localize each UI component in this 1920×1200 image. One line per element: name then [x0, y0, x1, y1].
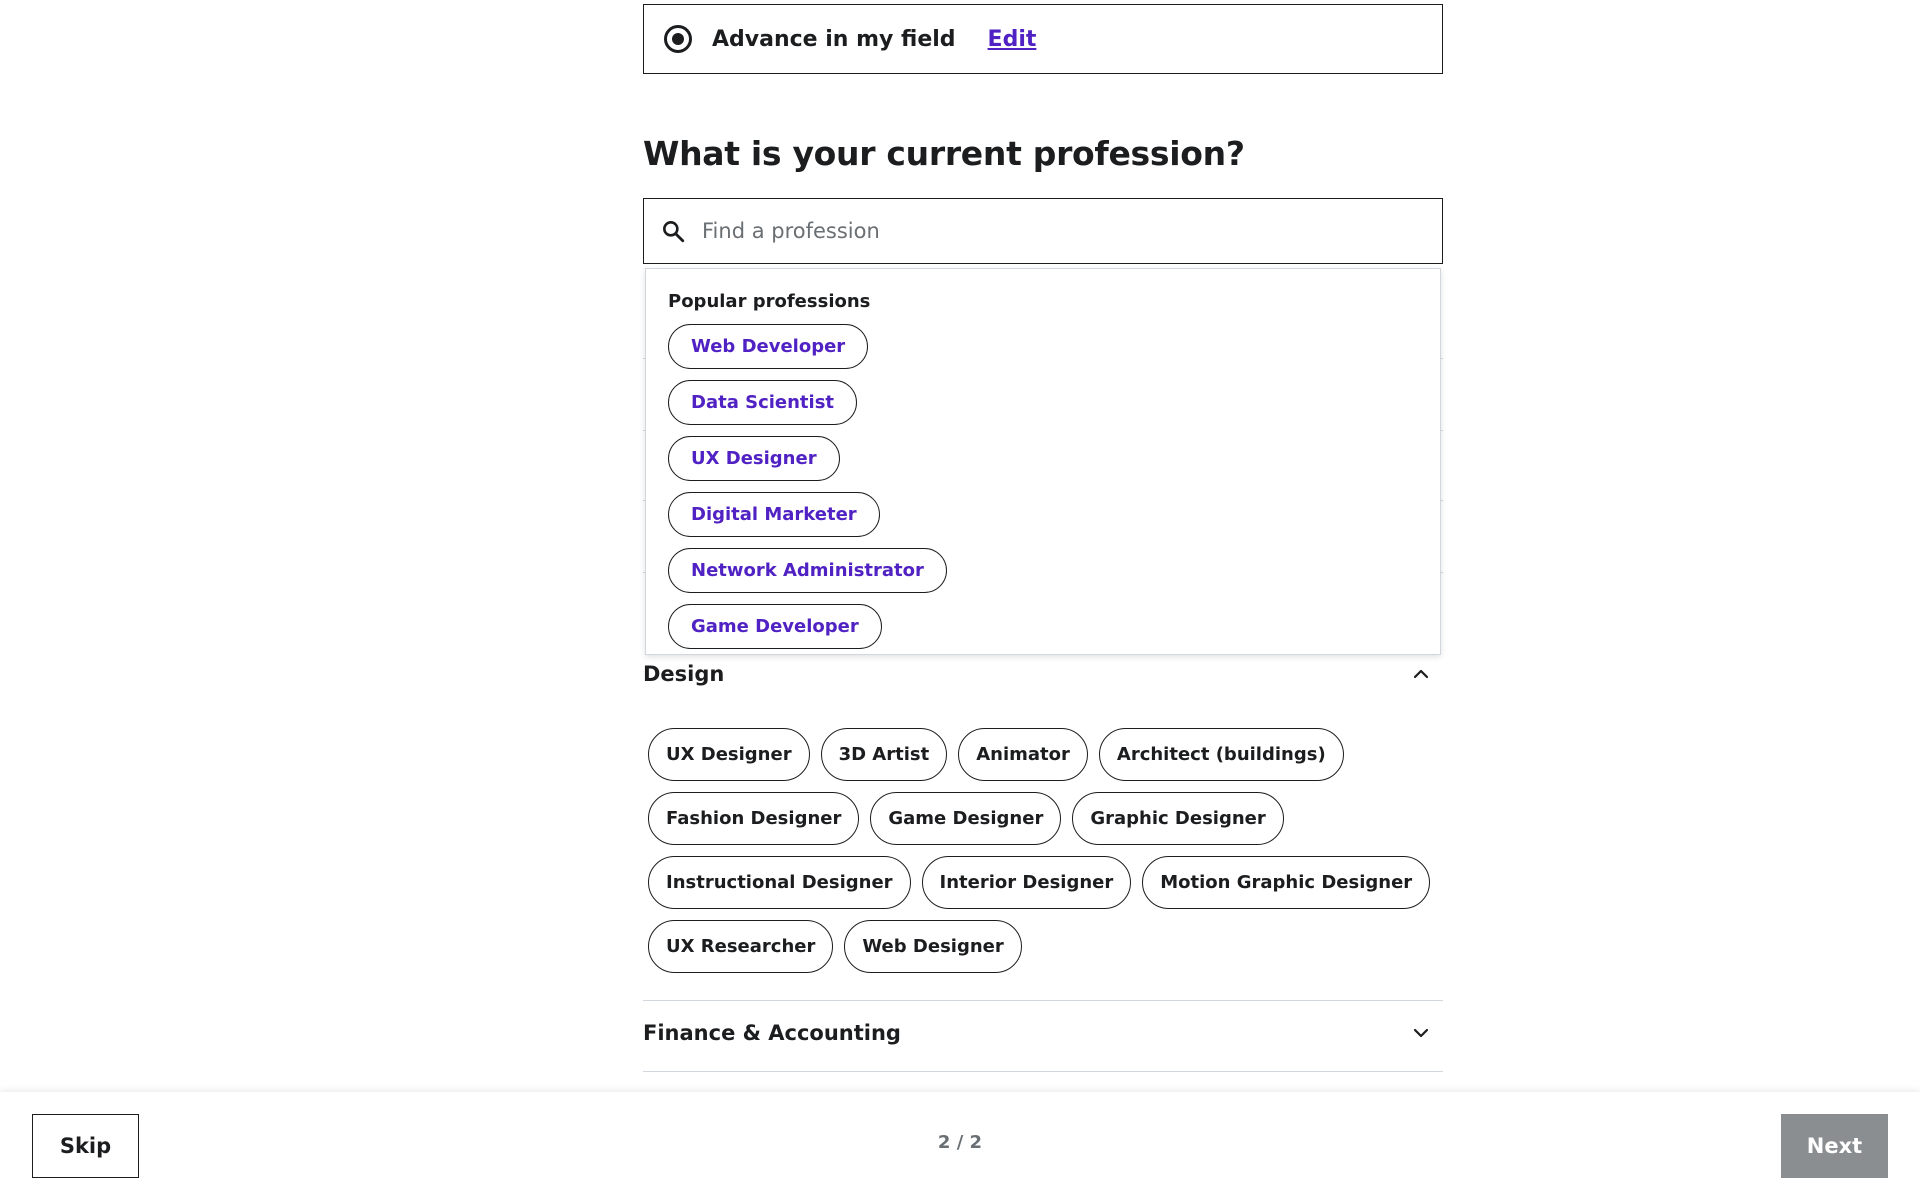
- profession-chip[interactable]: Motion Graphic Designer: [1142, 856, 1430, 909]
- search-icon: [660, 218, 686, 244]
- divider: [643, 1000, 1443, 1001]
- section-header-finance[interactable]: [643, 1021, 1443, 1045]
- popular-professions-title: Popular professions: [668, 291, 871, 312]
- section-title: Finance & Accounting: [643, 1021, 901, 1045]
- skip-button[interactable]: Skip: [32, 1114, 139, 1178]
- design-professions-list: [648, 728, 1438, 973]
- profession-chip[interactable]: UX Designer: [648, 728, 810, 781]
- goal-card[interactable]: [643, 4, 1443, 74]
- footer-bar: [0, 1092, 1920, 1200]
- profession-chip[interactable]: Web Designer: [844, 920, 1021, 973]
- profession-chip[interactable]: Instructional Designer: [648, 856, 911, 909]
- profession-chip[interactable]: UX Researcher: [648, 920, 833, 973]
- popular-profession-option[interactable]: UX Designer: [668, 436, 840, 481]
- next-button[interactable]: Next: [1781, 1114, 1888, 1178]
- search-box[interactable]: [643, 198, 1443, 264]
- profession-chip[interactable]: Fashion Designer: [648, 792, 859, 845]
- profession-chip[interactable]: Animator: [958, 728, 1088, 781]
- chevron-down-icon[interactable]: [1411, 1023, 1431, 1043]
- page-title: What is your current profession?: [643, 134, 1245, 173]
- popular-profession-option[interactable]: Network Administrator: [668, 548, 947, 593]
- goal-label: Advance in my field: [712, 26, 956, 52]
- popular-profession-option[interactable]: Digital Marketer: [668, 492, 880, 537]
- profession-chip[interactable]: Game Designer: [870, 792, 1061, 845]
- profession-chip[interactable]: 3D Artist: [821, 728, 948, 781]
- profession-chip[interactable]: Architect (buildings): [1099, 728, 1344, 781]
- section-title: Design: [643, 662, 725, 686]
- divider: [643, 1071, 1443, 1072]
- radio-selected-icon[interactable]: [664, 25, 692, 53]
- section-header-design[interactable]: [643, 662, 1443, 686]
- popular-professions-list: [668, 324, 1418, 649]
- step-progress: 2 / 2: [937, 1132, 983, 1153]
- edit-goal-link[interactable]: Edit: [987, 26, 1037, 52]
- profession-chip[interactable]: Interior Designer: [922, 856, 1132, 909]
- popular-profession-option[interactable]: Game Developer: [668, 604, 882, 649]
- popular-profession-option[interactable]: Data Scientist: [668, 380, 857, 425]
- chevron-up-icon[interactable]: [1411, 664, 1431, 684]
- popular-profession-option[interactable]: Web Developer: [668, 324, 868, 369]
- profession-search-input[interactable]: [702, 219, 1402, 243]
- profession-chip[interactable]: Graphic Designer: [1072, 792, 1283, 845]
- popular-professions-dropdown: [645, 268, 1441, 655]
